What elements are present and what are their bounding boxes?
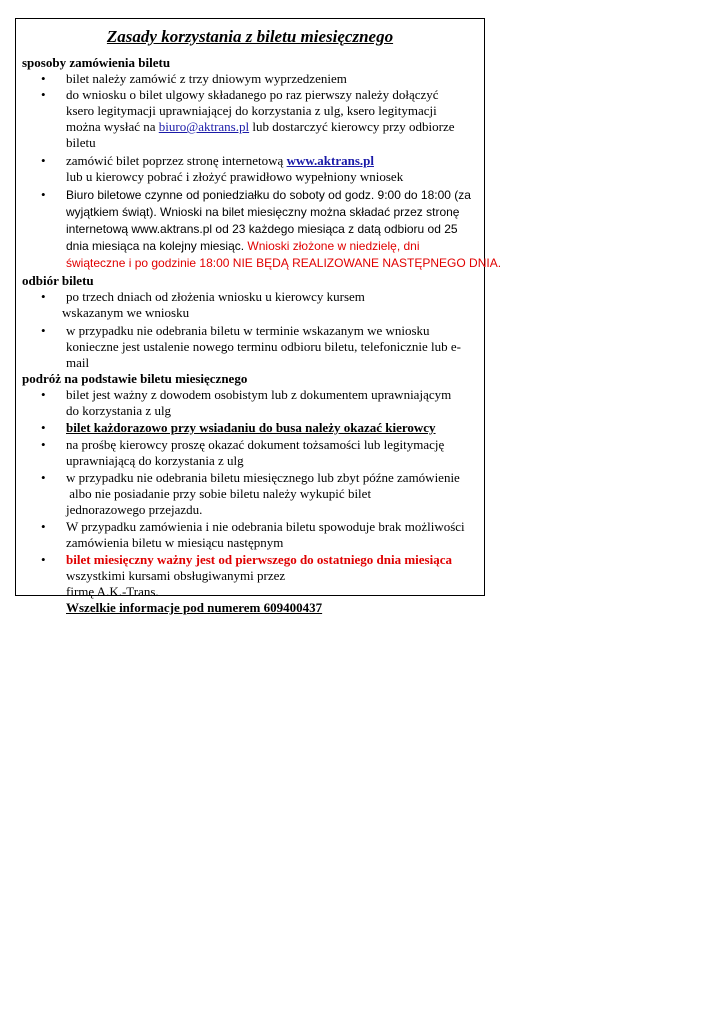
bullet-icon: • [41, 187, 46, 202]
bullet-icon: • [41, 71, 46, 86]
pickup-item-2-line-2: konieczne jest ustalenie nowego terminu odbioru biletu, telefonicznie lub e- [66, 339, 461, 354]
travel-item-4-line-2: albo nie posiadanie przy sobie biletu należy wykupić bilet [66, 486, 372, 501]
ordering-item-3-line-1: zamówić bilet poprzez stronę internetową www.aktrans.pl [66, 153, 374, 168]
pickup-item-1-line-1: po trzech dniach od złożenia wniosku u kierowcy kursem [66, 289, 365, 304]
bullet-icon: • [41, 470, 46, 485]
ordering-item-4-line-3: internetową www.aktrans.pl od 23 każdego miesiąca z datą odbioru od 25 [66, 222, 458, 236]
ordering-item-1: bilet należy zamówić z trzy dniowym wyprzedzeniem [66, 71, 347, 86]
ordering-item-2-line-2: ksero legitymacji uprawniającej do korzystania z ulg, ksero legitymacji [66, 103, 437, 118]
email-link[interactable]: biuro@aktrans.pl [158, 119, 250, 134]
travel-item-1-line-2: do korzystania z ulg [66, 403, 172, 418]
ordering-item-2-line-1: do wniosku o bilet ulgowy składanego po raz pierwszy należy dołączyć [66, 87, 439, 102]
warning-text: Wnioski złożone w niedzielę, dni [247, 239, 420, 253]
travel-item-6-line-3: firmę A.K.-Trans. [66, 584, 159, 599]
pickup-item-1-line-2: wskazanym we wniosku [62, 305, 190, 320]
travel-item-3-line-2: uprawniającą do korzystania z ulg [66, 453, 244, 468]
bullet-icon: • [41, 420, 46, 435]
bullet-icon: • [41, 437, 46, 452]
pickup-item-2-line-1: w przypadku nie odebrania biletu w terminie wskazanym we wniosku [66, 323, 430, 338]
travel-item-6-line-2: wszystkimi kursami obsługiwanymi przez [66, 568, 286, 583]
ordering-item-3-line-2: lub u kierowcy pobrać i złożyć prawidłowo wypełniony wniosek [66, 169, 404, 184]
travel-item-4-line-1: w przypadku nie odebrania biletu miesięcznego lub zbyt późne zamówienie [66, 470, 460, 485]
travel-item-2-emphasis: bilet każdorazowo przy wsiadaniu do busa należy okazać kierowcy [66, 420, 436, 435]
bullet-icon: • [41, 519, 46, 534]
ordering-item-4-line-5-warning: świąteczne i po godzinie 18:00 NIE BĘDĄ REALIZOWANE NASTĘPNEGO DNIA. [66, 256, 502, 270]
website-link[interactable]: www.aktrans.pl [286, 153, 374, 168]
travel-item-6-validity: bilet miesięczny ważny jest od pierwszego do ostatniego dnia miesiąca [66, 552, 452, 567]
ordering-item-4-line-4: dnia miesiąca na kolejny miesiąc. Wnioski złożone w niedzielę, dni [66, 239, 420, 253]
travel-item-4-line-3: jednorazowego przejazdu. [66, 502, 203, 517]
ordering-item-4-line-1: Biuro biletowe czynne od poniedziałku do soboty od godz. 9:00 do 18:00 (za [66, 188, 471, 202]
travel-item-1-line-1: bilet jest ważny z dowodem osobistym lub z dokumentem uprawniającym [66, 387, 452, 402]
document-title: Zasady korzystania z biletu miesięcznego [106, 27, 394, 46]
bullet-icon: • [41, 552, 46, 567]
bullet-icon: • [41, 387, 46, 402]
bullet-icon: • [41, 153, 46, 168]
ordering-item-4-line-2: wyjątkiem świąt). Wnioski na bilet miesięczny można składać przez stronę [66, 205, 460, 219]
contact-phone-info: Wszelkie informacje pod numerem 609400437 [66, 600, 323, 615]
rules-document [15, 18, 502, 615]
bullet-icon: • [41, 289, 46, 304]
travel-item-5-line-2: zamówienia biletu w miesiącu następnym [66, 535, 284, 550]
bullet-icon: • [41, 323, 46, 338]
ordering-item-2-line-3: można wysłać na biuro@aktrans.pl lub dostarczyć kierowcy przy odbiorze [66, 119, 455, 134]
section-heading-pickup: odbiór biletu [22, 273, 94, 288]
pickup-item-2-line-3: mail [66, 355, 90, 370]
bullet-icon: • [41, 87, 46, 102]
ordering-item-2-line-4: biletu [66, 135, 96, 150]
section-heading-ordering: sposoby zamówienia biletu [22, 55, 171, 70]
travel-item-3-line-1: na prośbę kierowcy proszę okazać dokument tożsamości lub legitymację [66, 437, 445, 452]
travel-item-5-line-1: W przypadku zamówienia i nie odebrania biletu spowoduje brak możliwości [66, 519, 465, 534]
section-heading-travel: podróż na podstawie biletu miesięcznego [22, 371, 248, 386]
